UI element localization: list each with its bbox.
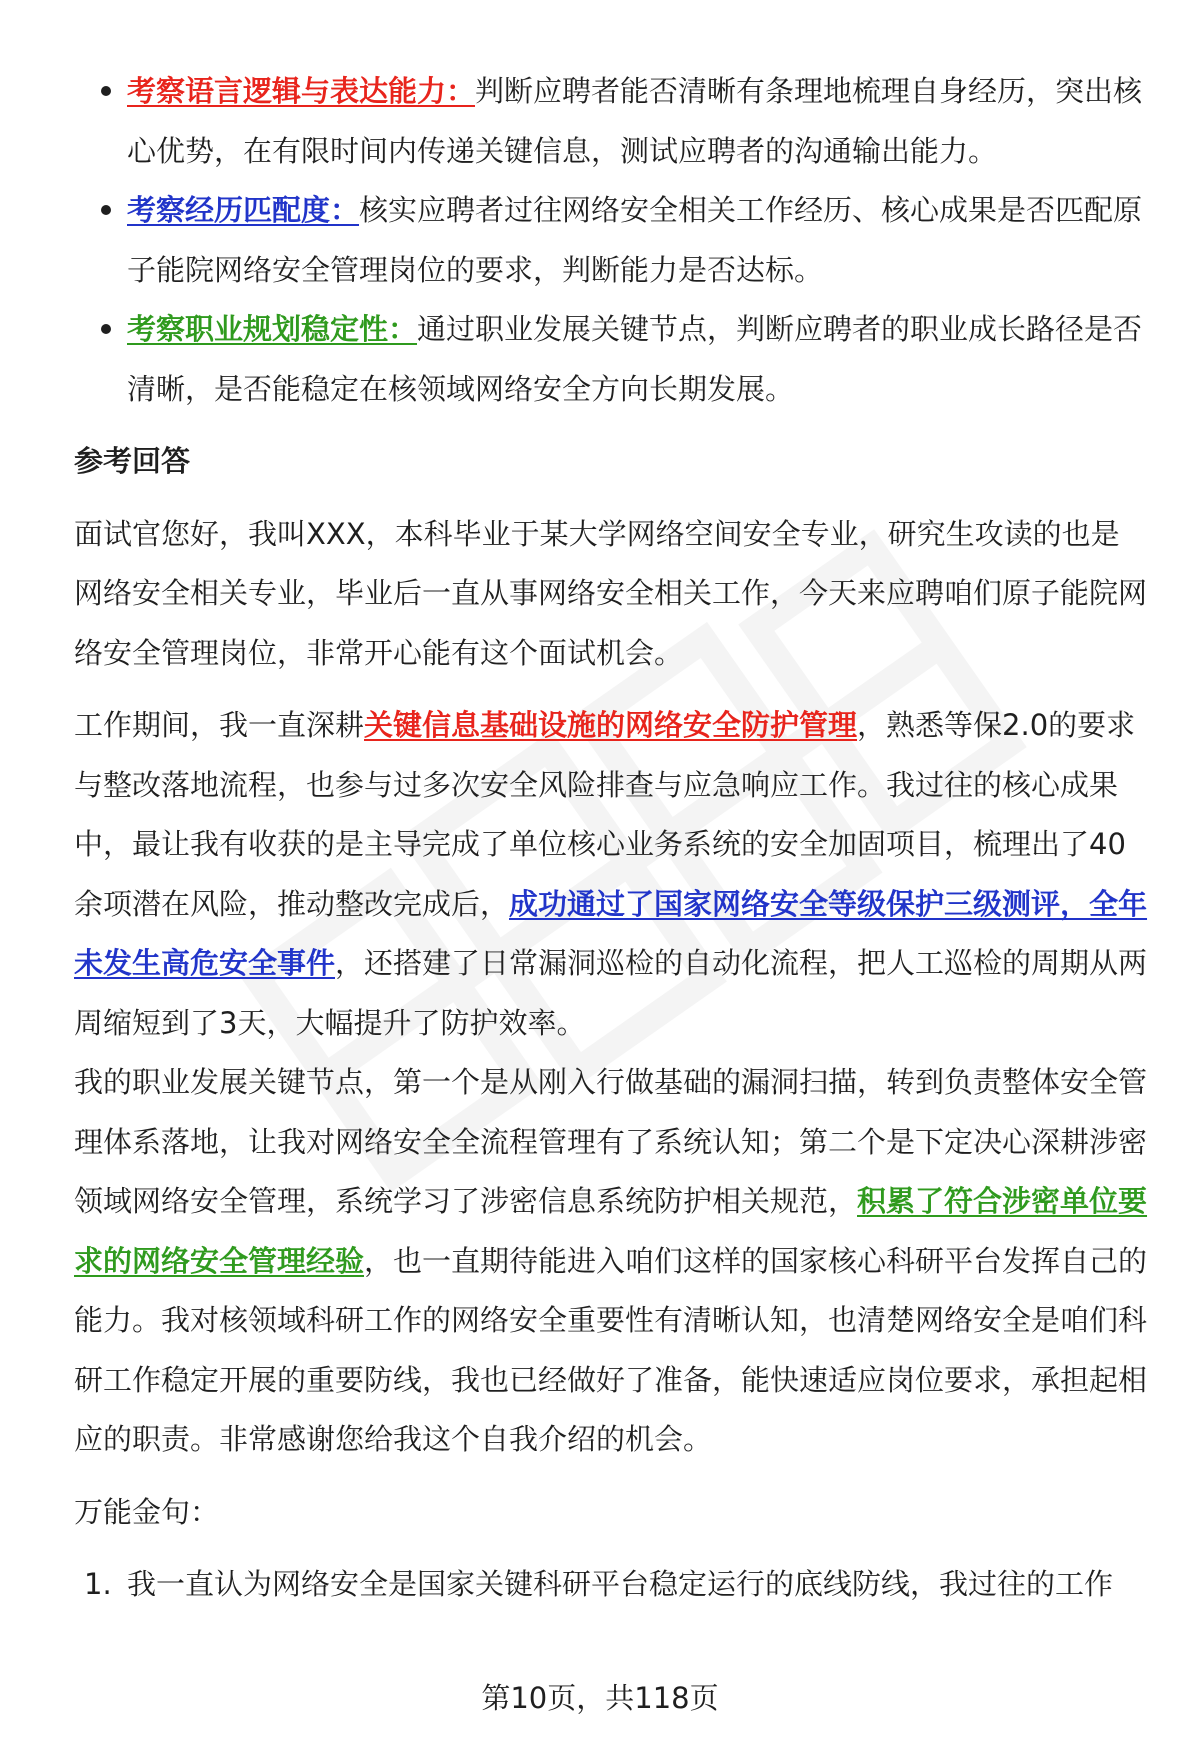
highlight-span: 成功通过了国家网络安全等级保护三级测评，全年未发生高危安全事件 xyxy=(74,886,1148,980)
criteria-item-experience xyxy=(74,181,1148,300)
bullet-dot xyxy=(101,324,111,334)
criteria-item-career xyxy=(74,300,1148,419)
golden-list xyxy=(74,1555,1148,1615)
golden-item-number: 1. xyxy=(84,1567,112,1601)
page-footer: 第10页，共118页 xyxy=(481,1681,719,1715)
document-body xyxy=(74,62,1148,1615)
text-span: ，也一直期待能进入咱们这样的国家核心科研平台发挥自己的能力。我对核领域科研工作的网络安全重要性有清晰认知，也清楚网络安全是咱们科研工作稳定开展的重要防线，我也已经做好了准备，能快速适应岗位要求，承担起相应的职责。非常感谢您给我这个自我介绍的机会。 xyxy=(74,1243,1148,1456)
bullet-dot xyxy=(101,205,111,215)
text-span: ，还搭建了日常漏洞巡检的自动化流程，把人工巡检的周期从两周缩短到了3天，大幅提升了防护效率。 xyxy=(74,946,1148,1040)
criteria-text: 核实应聘者过往网络安全相关工作经历、核心成果是否匹配原子能院网络安全管理岗位的要求，判断能力是否达标。 xyxy=(127,193,1143,287)
criteria-list xyxy=(74,62,1148,419)
golden-item xyxy=(74,1555,1148,1615)
text-span: 工作期间，我一直深耕 xyxy=(74,708,365,742)
text-span: 我的职业发展关键节点，第一个是从刚入行做基础的漏洞扫描，转到负责整体安全管理体系落地，让我对网络安全全流程管理有了系统认知；第二个是下定决心深耕涉密领域网络安全管理，系统学习了涉密信息系统防护相关规范， xyxy=(74,1065,1148,1218)
criteria-title: 考察职业规划稳定性： xyxy=(127,312,418,346)
bullet-dot xyxy=(101,86,111,96)
highlight-span: 关键信息基础设施的网络安全防护管理 xyxy=(364,708,858,742)
golden-item-text: 我一直认为网络安全是国家关键科研平台稳定运行的底线防线，我过往的工作 xyxy=(127,1567,1114,1601)
highlight-span: 积累了符合涉密单位要求的网络安全管理经验 xyxy=(74,1184,1148,1278)
criteria-title: 考察经历匹配度： xyxy=(127,193,360,227)
criteria-item-language xyxy=(74,62,1148,181)
reference-heading: 参考回答 xyxy=(74,444,191,478)
golden-heading: 万能金句： xyxy=(74,1494,220,1529)
answer-paragraph-work xyxy=(74,696,1148,1053)
answer-paragraph-intro: 面试官您好，我叫XXX，本科毕业于某大学网络空间安全专业，研究生攻读的也是网络安全相关专业，毕业后一直从事网络安全相关工作，今天来应聘咱们原子能院网络安全管理岗位，非常开心能有这个面试机会。 xyxy=(74,516,1148,670)
criteria-text: 判断应聘者能否清晰有条理地梳理自身经历，突出核心优势，在有限时间内传递关键信息，测试应聘者的沟通输出能力。 xyxy=(127,74,1143,168)
criteria-text: 通过职业发展关键节点，判断应聘者的职业成长路径是否清晰，是否能稳定在核领域网络安全方向长期发展。 xyxy=(127,312,1143,406)
text-span: ，熟悉等保2.0的要求与整改落地流程，也参与过多次安全风险排查与应急响应工作。我过往的核心成果中，最让我有收获的是主导完成了单位核心业务系统的安全加固项目，梳理出了40余项潜在风险，推动整改完成后， xyxy=(74,708,1136,921)
criteria-title: 考察语言逻辑与表达能力： xyxy=(127,74,476,108)
answer-paragraph-career xyxy=(74,1053,1148,1470)
